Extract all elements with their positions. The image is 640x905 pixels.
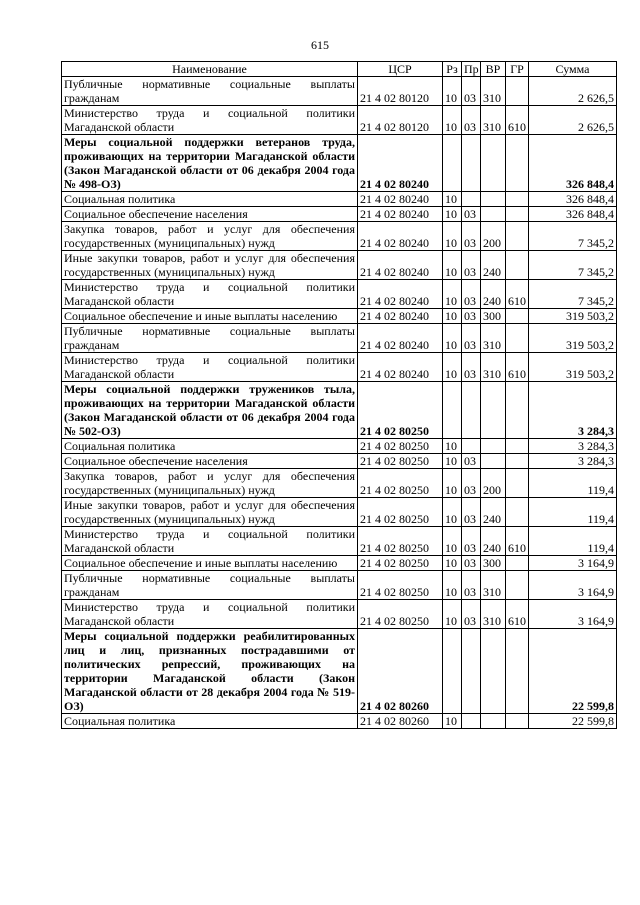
row-rz: [443, 629, 462, 714]
row-pr: 03: [462, 527, 481, 556]
row-rz: 10: [443, 571, 462, 600]
table-row: [62, 324, 617, 353]
row-vr: 200: [481, 222, 506, 251]
row-sum: 2 626,5: [529, 77, 617, 106]
row-gr: [506, 192, 529, 207]
row-gr: [506, 222, 529, 251]
row-pr: 03: [462, 309, 481, 324]
row-vr: 240: [481, 498, 506, 527]
row-gr: 610: [506, 280, 529, 309]
row-rz: 10: [443, 309, 462, 324]
row-pr: 03: [462, 600, 481, 629]
page-number: 615: [311, 38, 329, 52]
row-name: Иные закупки товаров, работ и услуг для обеспечения государственных (муниципальных) нужд: [62, 498, 358, 527]
row-csr: 21 4 02 80260: [358, 714, 443, 729]
row-sum: 3 284,3: [529, 454, 617, 469]
row-name: Социальное обеспечение населения: [62, 454, 358, 469]
row-csr: 21 4 02 80240: [358, 222, 443, 251]
table-row: [62, 527, 617, 556]
row-csr: 21 4 02 80240: [358, 135, 443, 192]
row-vr: 310: [481, 324, 506, 353]
row-gr: [506, 629, 529, 714]
table-row: [62, 207, 617, 222]
row-vr: 300: [481, 309, 506, 324]
row-pr: [462, 439, 481, 454]
row-csr: 21 4 02 80240: [358, 192, 443, 207]
row-sum: 326 848,4: [529, 135, 617, 192]
row-vr: 310: [481, 353, 506, 382]
row-csr: 21 4 02 80250: [358, 439, 443, 454]
row-name: Закупка товаров, работ и услуг для обеспечения государственных (муниципальных) нужд: [62, 469, 358, 498]
row-name: Министерство труда и социальной политики Магаданской области: [62, 353, 358, 382]
row-rz: 10: [443, 714, 462, 729]
table-row: [62, 454, 617, 469]
table-row: [62, 77, 617, 106]
row-csr: 21 4 02 80250: [358, 556, 443, 571]
row-vr: [481, 207, 506, 222]
table-row: [62, 135, 617, 192]
row-pr: 03: [462, 469, 481, 498]
row-sum: 7 345,2: [529, 280, 617, 309]
row-pr: 03: [462, 280, 481, 309]
row-sum: 7 345,2: [529, 222, 617, 251]
row-rz: 10: [443, 222, 462, 251]
row-rz: 10: [443, 106, 462, 135]
row-rz: 10: [443, 469, 462, 498]
table-row: [62, 222, 617, 251]
row-gr: [506, 135, 529, 192]
table-row: [62, 106, 617, 135]
row-vr: 200: [481, 469, 506, 498]
row-sum: 319 503,2: [529, 309, 617, 324]
row-name: Социальная политика: [62, 439, 358, 454]
row-rz: 10: [443, 439, 462, 454]
row-csr: 21 4 02 80250: [358, 454, 443, 469]
row-pr: [462, 629, 481, 714]
row-rz: 10: [443, 324, 462, 353]
row-name: Социальная политика: [62, 192, 358, 207]
row-sum: 119,4: [529, 498, 617, 527]
row-sum: 326 848,4: [529, 192, 617, 207]
row-name: Социальное обеспечение и иные выплаты населению: [62, 556, 358, 571]
row-sum: 22 599,8: [529, 629, 617, 714]
row-rz: [443, 382, 462, 439]
row-vr: [481, 714, 506, 729]
row-vr: [481, 629, 506, 714]
table-header-row: [62, 62, 617, 77]
row-csr: 21 4 02 80240: [358, 324, 443, 353]
row-name: Публичные нормативные социальные выплаты гражданам: [62, 324, 358, 353]
row-name: Социальное обеспечение и иные выплаты населению: [62, 309, 358, 324]
header-sum: Сумма: [529, 62, 617, 77]
row-pr: 03: [462, 556, 481, 571]
row-vr: [481, 382, 506, 439]
table-row: [62, 439, 617, 454]
row-vr: 240: [481, 280, 506, 309]
row-rz: 10: [443, 527, 462, 556]
row-gr: 610: [506, 600, 529, 629]
row-vr: 240: [481, 251, 506, 280]
row-sum: 119,4: [529, 469, 617, 498]
row-name: Социальное обеспечение населения: [62, 207, 358, 222]
row-gr: 610: [506, 353, 529, 382]
row-name: Меры социальной поддержки тружеников тыла, проживающих на территории Магаданской области (Закон Магаданской области от 06 декабря 2004 года № 502-ОЗ): [62, 382, 358, 439]
row-csr: 21 4 02 80250: [358, 469, 443, 498]
header-rz: Рз: [443, 62, 462, 77]
row-rz: 10: [443, 251, 462, 280]
budget-table: [61, 61, 617, 729]
row-csr: 21 4 02 80250: [358, 527, 443, 556]
table-row: [62, 353, 617, 382]
row-vr: 310: [481, 106, 506, 135]
row-csr: 21 4 02 80250: [358, 382, 443, 439]
row-vr: [481, 454, 506, 469]
row-pr: [462, 135, 481, 192]
row-rz: 10: [443, 353, 462, 382]
row-rz: 10: [443, 192, 462, 207]
row-sum: 22 599,8: [529, 714, 617, 729]
row-vr: 310: [481, 600, 506, 629]
row-gr: [506, 77, 529, 106]
row-name: Иные закупки товаров, работ и услуг для обеспечения государственных (муниципальных) нужд: [62, 251, 358, 280]
row-csr: 21 4 02 80250: [358, 600, 443, 629]
row-csr: 21 4 02 80120: [358, 77, 443, 106]
row-sum: 3 284,3: [529, 382, 617, 439]
header-gr: ГР: [506, 62, 529, 77]
row-sum: 326 848,4: [529, 207, 617, 222]
row-sum: 319 503,2: [529, 324, 617, 353]
row-csr: 21 4 02 80120: [358, 106, 443, 135]
table-row: [62, 556, 617, 571]
row-pr: [462, 382, 481, 439]
row-rz: 10: [443, 498, 462, 527]
row-pr: 03: [462, 571, 481, 600]
row-vr: 310: [481, 77, 506, 106]
row-vr: 310: [481, 571, 506, 600]
row-gr: [506, 382, 529, 439]
row-pr: 03: [462, 454, 481, 469]
table-row: [62, 714, 617, 729]
row-pr: 03: [462, 353, 481, 382]
row-vr: [481, 439, 506, 454]
row-vr: 240: [481, 527, 506, 556]
row-sum: 3 164,9: [529, 571, 617, 600]
row-rz: 10: [443, 280, 462, 309]
row-pr: 03: [462, 251, 481, 280]
table-row: [62, 469, 617, 498]
row-name: Министерство труда и социальной политики Магаданской области: [62, 280, 358, 309]
row-rz: 10: [443, 454, 462, 469]
row-csr: 21 4 02 80240: [358, 251, 443, 280]
table-row: [62, 251, 617, 280]
row-gr: 610: [506, 527, 529, 556]
row-gr: [506, 498, 529, 527]
table-row: [62, 600, 617, 629]
row-name: Социальная политика: [62, 714, 358, 729]
row-gr: [506, 309, 529, 324]
row-csr: 21 4 02 80260: [358, 629, 443, 714]
row-gr: [506, 324, 529, 353]
row-csr: 21 4 02 80240: [358, 280, 443, 309]
row-name: Меры социальной поддержки реабилитированных лиц и лиц, признанных пострадавшими от политических репрессий, проживающих на территории Магаданской области (Закон Магаданской области от 28 декабря 2004 года № 519-ОЗ): [62, 629, 358, 714]
row-gr: [506, 469, 529, 498]
table-row: [62, 571, 617, 600]
row-gr: [506, 571, 529, 600]
row-gr: [506, 251, 529, 280]
row-rz: 10: [443, 207, 462, 222]
row-pr: [462, 714, 481, 729]
row-name: Министерство труда и социальной политики Магаданской области: [62, 106, 358, 135]
row-vr: [481, 135, 506, 192]
row-gr: [506, 556, 529, 571]
table-row: [62, 382, 617, 439]
row-rz: 10: [443, 600, 462, 629]
row-sum: 3 164,9: [529, 556, 617, 571]
row-gr: [506, 439, 529, 454]
row-name: Публичные нормативные социальные выплаты гражданам: [62, 571, 358, 600]
row-sum: 7 345,2: [529, 251, 617, 280]
table-row: [62, 498, 617, 527]
row-vr: 300: [481, 556, 506, 571]
row-rz: [443, 135, 462, 192]
row-name: Публичные нормативные социальные выплаты гражданам: [62, 77, 358, 106]
row-pr: 03: [462, 222, 481, 251]
row-rz: 10: [443, 556, 462, 571]
table-row: [62, 629, 617, 714]
row-csr: 21 4 02 80250: [358, 498, 443, 527]
row-csr: 21 4 02 80240: [358, 309, 443, 324]
row-pr: 03: [462, 207, 481, 222]
header-csr: ЦСР: [358, 62, 443, 77]
table-row: [62, 309, 617, 324]
row-pr: 03: [462, 106, 481, 135]
row-pr: 03: [462, 324, 481, 353]
row-rz: 10: [443, 77, 462, 106]
row-csr: 21 4 02 80250: [358, 571, 443, 600]
row-gr: 610: [506, 106, 529, 135]
table-row: [62, 280, 617, 309]
row-name: Закупка товаров, работ и услуг для обеспечения государственных (муниципальных) нужд: [62, 222, 358, 251]
header-vr: ВР: [481, 62, 506, 77]
row-gr: [506, 207, 529, 222]
header-name: Наименование: [62, 62, 358, 77]
row-pr: 03: [462, 77, 481, 106]
row-sum: 3 284,3: [529, 439, 617, 454]
row-pr: 03: [462, 498, 481, 527]
row-sum: 3 164,9: [529, 600, 617, 629]
row-name: Министерство труда и социальной политики Магаданской области: [62, 527, 358, 556]
table-row: [62, 192, 617, 207]
row-csr: 21 4 02 80240: [358, 207, 443, 222]
row-csr: 21 4 02 80240: [358, 353, 443, 382]
row-vr: [481, 192, 506, 207]
row-sum: 319 503,2: [529, 353, 617, 382]
row-name: Министерство труда и социальной политики Магаданской области: [62, 600, 358, 629]
header-pr: Пр: [462, 62, 481, 77]
row-gr: [506, 454, 529, 469]
row-name: Меры социальной поддержки ветеранов труда, проживающих на территории Магаданской области (Закон Магаданской области от 06 декабря 2004 года № 498-ОЗ): [62, 135, 358, 192]
row-gr: [506, 714, 529, 729]
row-sum: 119,4: [529, 527, 617, 556]
row-pr: [462, 192, 481, 207]
row-sum: 2 626,5: [529, 106, 617, 135]
